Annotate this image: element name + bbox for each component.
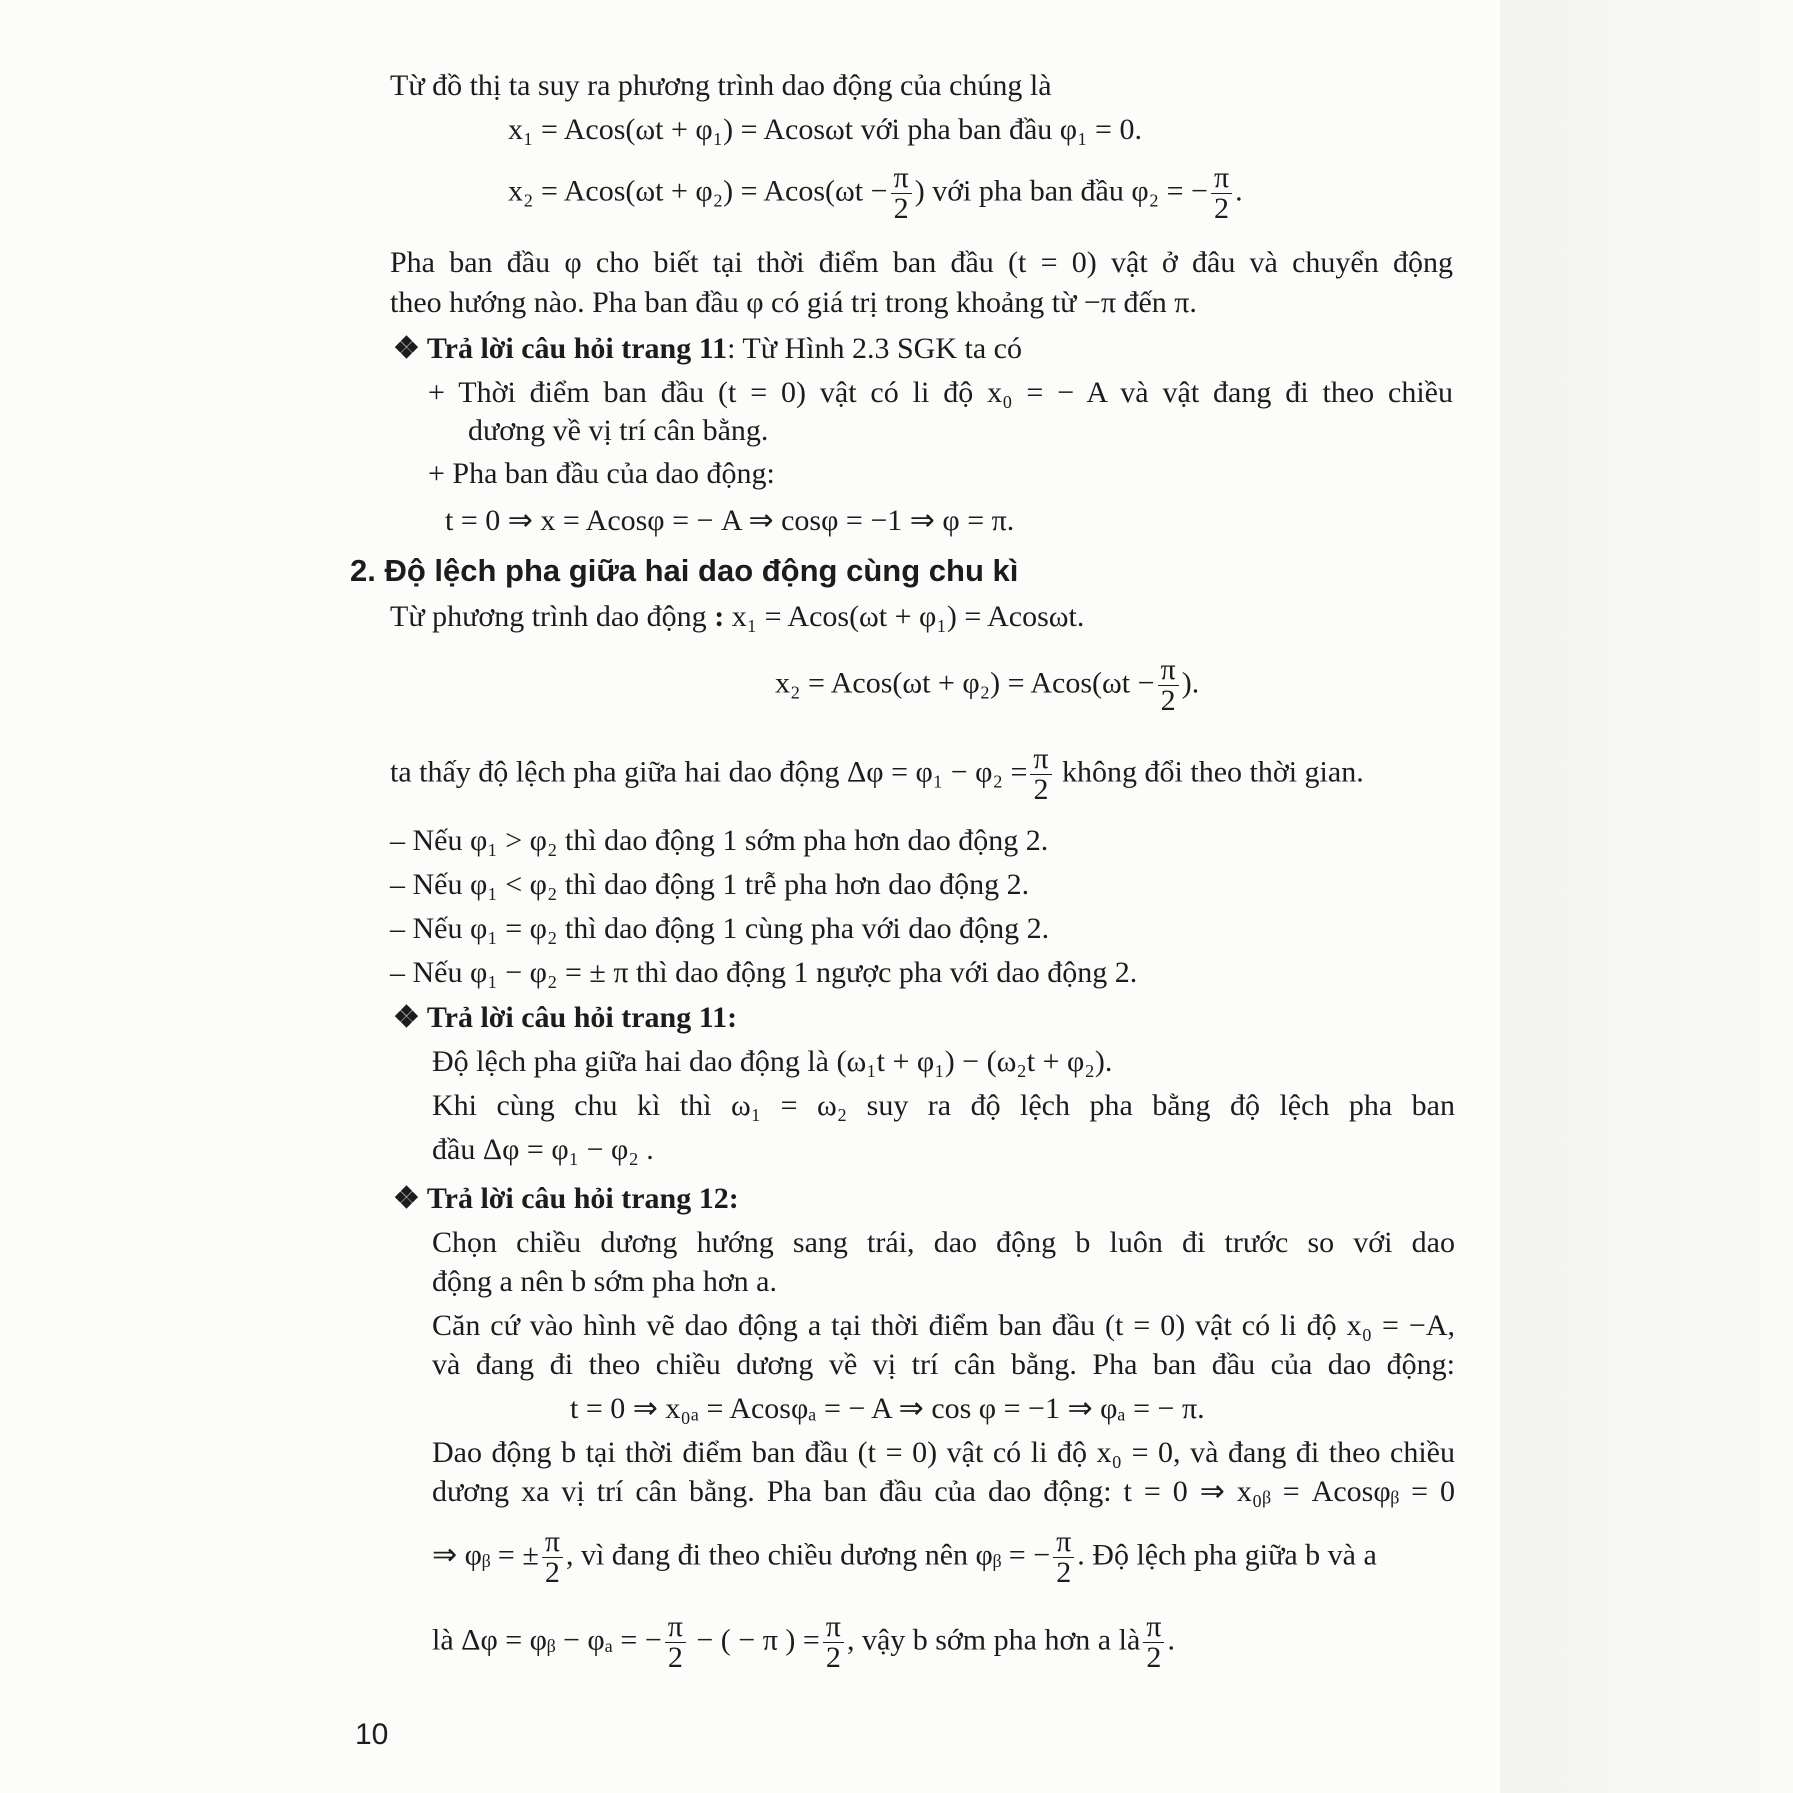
text-line: và đang đi theo chiều dương về vị trí cân bằng. Pha ban đầu của dao động: [432, 1348, 1455, 1381]
fraction: $\frac{\pi}{2}$ [891, 163, 912, 224]
text-line: dương về vị trí cân bằng. [468, 414, 769, 447]
text-line: là Δφ = φᵦ − φₐ = − $\frac{\pi}{2}$ − ( − π ) = $\frac{\pi}{2}$ , vậy b sớm pha hơn a là $\frac{\pi}{2}$ . [432, 1610, 1175, 1674]
list-item: – Nếu φ₁ < φ₂ thì dao động 1 trễ pha hơn dao động 2. [390, 868, 1030, 901]
fraction: $\frac{\pi}{2}$ [542, 1527, 563, 1588]
section-heading: 2. Độ lệch pha giữa hai dao động cùng chu kì [350, 553, 1019, 588]
answer-heading-2: ❖ Trả lời câu hỏi trang 11: [393, 1001, 738, 1034]
equation-line: t = 0 ⇒ x = Acosφ = − A ⇒ cosφ = −1 ⇒ φ = π. [445, 504, 1015, 537]
text-line: đầu Δφ = φ₁ − φ₂ . [432, 1133, 654, 1166]
answer-heading-1: ❖ Trả lời câu hỏi trang 11: Từ Hình 2.3 SGK ta có [393, 332, 1022, 365]
text-line: Chọn chiều dương hướng sang trái, dao động b luôn đi trước so với dao [432, 1226, 1455, 1259]
text-line: Độ lệch pha giữa hai dao động là (ω₁t + φ₁) − (ω₂t + φ₂). [432, 1045, 1113, 1078]
page-number: 10 [355, 1718, 389, 1751]
text-line: động a nên b sớm pha hơn a. [432, 1265, 777, 1298]
fraction: $\frac{\pi}{2}$ [1143, 1612, 1164, 1673]
list-item: – Nếu φ₁ − φ₂ = ± π thì dao động 1 ngược pha với dao động 2. [390, 956, 1138, 989]
text-line: Căn cứ vào hình vẽ dao động a tại thời điểm ban đầu (t = 0) vật có li độ x₀ = −A, [432, 1309, 1455, 1342]
equation-x1: x₁ = Acos(ωt + φ₁) = Acosωt với pha ban đầu φ₁ = 0. [508, 113, 1142, 146]
text-line: Từ đồ thị ta suy ra phương trình dao động của chúng là [390, 69, 1052, 102]
fraction: $\frac{\pi}{2}$ [1053, 1527, 1074, 1588]
fraction: $\frac{\pi}{2}$ [1211, 163, 1232, 224]
text-line: theo hướng nào. Pha ban đầu φ có giá trị trong khoảng từ −π đến π. [390, 286, 1197, 319]
text-line: Pha ban đầu φ cho biết tại thời điểm ban đầu (t = 0) vật ở đâu và chuyển động [390, 246, 1453, 279]
equation-x2: x₂ = Acos(ωt + φ₂) = Acos(ωt − $\frac{\pi}{2}$ ). [775, 653, 1200, 717]
fraction: $\frac{\pi}{2}$ [665, 1612, 686, 1673]
text-line: ⇒ φᵦ = ± $\frac{\pi}{2}$ , vì đang đi theo chiều dương nên φᵦ = − $\frac{\pi}{2}$ . Độ lệch pha giữa b và a [432, 1525, 1377, 1589]
text-line: + Pha ban đầu của dao động: [428, 457, 775, 490]
list-item: – Nếu φ₁ = φ₂ thì dao động 1 cùng pha với dao động 2. [390, 912, 1050, 945]
fraction: $\frac{\pi}{2}$ [1030, 744, 1051, 805]
list-item: – Nếu φ₁ > φ₂ thì dao động 1 sớm pha hơn dao động 2. [390, 824, 1049, 857]
text-line: dương xa vị trí cân bằng. Pha ban đầu của dao động: t = 0 ⇒ x₀ᵦ = Acosφᵦ = 0 [432, 1475, 1455, 1508]
fraction: $\frac{\pi}{2}$ [823, 1612, 844, 1673]
page-edge-shadow [1500, 0, 1793, 1793]
equation-line: t = 0 ⇒ x₀ₐ = Acosφₐ = − A ⇒ cos φ = −1 ⇒ φₐ = − π. [570, 1392, 1205, 1425]
text-line: Dao động b tại thời điểm ban đầu (t = 0) vật có li độ x₀ = 0, và đang đi theo chiều [432, 1436, 1455, 1469]
answer-heading-3: ❖ Trả lời câu hỏi trang 12: [393, 1182, 739, 1215]
fraction: $\frac{\pi}{2}$ [1158, 655, 1179, 716]
equation-x2: x₂ = Acos(ωt + φ₂) = Acos(ωt − $\frac{\pi}{2}$ ) với pha ban đầu φ₂ = − $\frac{\pi}{2}$ . [508, 161, 1243, 225]
text-line: + Thời điểm ban đầu (t = 0) vật có li độ x₀ = − A và vật đang đi theo chiều [428, 376, 1453, 409]
text-line: Khi cùng chu kì thì ω₁ = ω₂ suy ra độ lệch pha bằng độ lệch pha ban [432, 1089, 1455, 1122]
text-line: ta thấy độ lệch pha giữa hai dao động Δφ = φ₁ − φ₂ = $\frac{\pi}{2}$ không đổi theo thời gian. [390, 742, 1364, 806]
text-line: Từ phương trình dao động : x₁ = Acos(ωt + φ₁) = Acosωt. [390, 600, 1085, 633]
